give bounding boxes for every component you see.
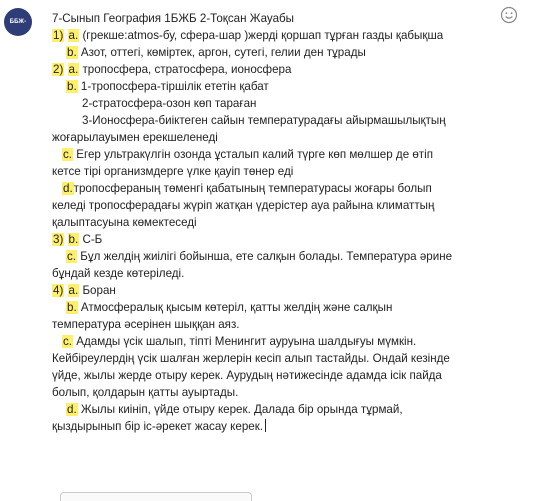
answer-line — [52, 78, 527, 95]
document-title: 7-Сынып География 1БЖБ 2-Тоқсан Жауабы — [52, 12, 294, 25]
answer-text: болып, қолдарын қатты ауыртады. — [52, 386, 239, 399]
answer-line — [52, 384, 527, 401]
answer-line — [52, 180, 527, 197]
answer-text: бұндай кезде көтеріледі. — [52, 267, 185, 280]
answer-text: 2-стратосфера-озон көп тараған — [82, 97, 257, 110]
answer-letter: d. — [67, 403, 77, 416]
answer-text: Егер ультракүлгін озонда ұсталып калий түрге көп мөлшер де өтіп — [73, 148, 433, 161]
answer-text: Азот, оттегі, көміртек, аргон, сутегі, гелии ден тұрады — [77, 46, 366, 59]
answer-text: қалыптасуына көмектеседі — [52, 216, 197, 229]
answer-line — [52, 350, 527, 367]
answer-text: (грекше:atmos-бу, сфера-шар )жерді қоршап тұрған газды қабықша — [79, 29, 444, 42]
answer-line — [52, 197, 527, 214]
answer-text: кетсе тірі организмдерге үлке қауіп төнер еді — [52, 165, 294, 178]
answer-text: температура әсерінен шыққан аяз. — [52, 318, 240, 331]
answer-line — [52, 401, 527, 418]
avatar[interactable]: ББЖ-ТЖБ — [4, 8, 32, 36]
answer-letter: c. — [63, 335, 73, 348]
answer-lines — [52, 27, 527, 435]
answer-letter: d. — [63, 182, 73, 195]
answer-letter: b. — [68, 233, 79, 246]
answer-line — [52, 112, 527, 129]
answer-text: тропосфера, стратосфера, ионосфера — [79, 63, 292, 76]
answer-text: келеді тропосферадағы жүріп жатқан үдерістер ауа райына климаттың — [52, 199, 435, 212]
answer-letter: a. — [68, 63, 79, 76]
answer-text: 1-тропосфера-тіршілік ететін қабат — [77, 80, 269, 93]
answer-letter: a. — [68, 29, 79, 42]
answer-text: Боран — [79, 284, 116, 297]
answer-letter: c. — [67, 250, 77, 263]
answer-line — [52, 299, 527, 316]
answer-line — [52, 44, 527, 61]
answer-line — [52, 95, 527, 112]
answer-line — [52, 333, 527, 350]
answer-line — [52, 61, 527, 78]
text-cursor — [265, 419, 266, 432]
answer-text: үйде, жылы жерде отыру керек. Аурудың нәтижесінде адамда ісік пайда — [52, 369, 442, 382]
answer-text: тропосфераның төменгі қабатының температурасы жоғары болып — [73, 182, 432, 195]
answer-letter: a. — [68, 284, 79, 297]
answer-text: Бұл желдің жиілігі бойынша, ете салқын болады. Температура әрине — [77, 250, 453, 263]
answer-text: жоғарылауымен ерекшеленеді — [52, 131, 218, 144]
answer-line — [52, 146, 527, 163]
answer-text: Атмосфералық қысым көтеріл, қатты желдің және салқын — [77, 301, 393, 314]
answer-letter: b. — [67, 80, 77, 93]
answer-text: 3-Ионосфера-биіктеген сайын температурадағы айырмашылықтың — [82, 114, 446, 127]
answer-line — [52, 248, 527, 265]
answer-line — [52, 27, 527, 44]
document-body[interactable] — [52, 10, 527, 435]
answer-text: қыздырынып бір іс-әрекет жасау керек. — [52, 420, 264, 433]
answer-line — [52, 367, 527, 384]
answer-line — [52, 265, 527, 282]
answer-line — [52, 316, 527, 333]
question-number: 1) — [53, 29, 64, 42]
answer-letter: c. — [63, 148, 73, 161]
answer-text: Жылы киініп, үйде отыру керек. Далада бір орында тұрмай, — [77, 403, 403, 416]
answer-line — [52, 163, 527, 180]
answer-text: Адамды үсік шалып, тіпті Менингит ауруына шалдығуы мүмкін. — [73, 335, 417, 348]
question-number: 3) — [53, 233, 64, 246]
answer-line — [52, 214, 527, 231]
question-number: 4) — [53, 284, 64, 297]
answer-line — [52, 282, 527, 299]
answer-line — [52, 129, 527, 146]
answer-letter: b. — [67, 46, 77, 59]
question-number: 2) — [53, 63, 64, 76]
answer-line — [52, 231, 527, 248]
answer-text: С-Б — [79, 233, 103, 246]
answer-letter: b. — [67, 301, 77, 314]
answer-text: Кейбіреулердің үсік шалған жерлерін кесіп алып тастайды. Ондай кезінде — [52, 352, 450, 365]
answer-line — [52, 418, 527, 435]
